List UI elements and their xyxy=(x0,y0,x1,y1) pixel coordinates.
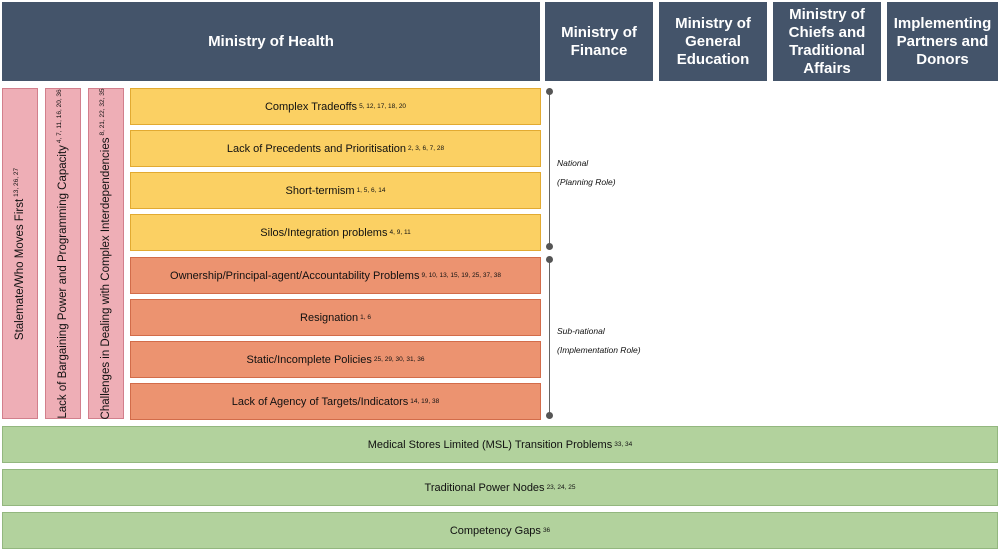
bar-competency-gaps: Competency Gaps 36 xyxy=(2,512,998,549)
box-complex-tradeoffs: Complex Tradeoffs 5, 12, 17, 18, 20 xyxy=(130,88,541,125)
note-subnational: Sub-national xyxy=(557,326,605,336)
citation-refs: 8, 21, 22, 32, 35 xyxy=(99,88,107,136)
header-moge-label: Ministry of General Education xyxy=(675,14,751,68)
national-bracket-dot-top xyxy=(546,88,553,95)
note-subnational-role: (Implementation Role) xyxy=(557,345,641,355)
header-ipd-label: Implementing Partners and Donors xyxy=(893,14,992,68)
vertical-bar-label: Stalemate/Who Moves First$^{13, 26, 27}$ xyxy=(13,167,26,340)
box-static-policies: Static/Incomplete Policies 25, 29, 30, 31, 36 xyxy=(130,341,541,378)
national-bracket-dot-bottom xyxy=(546,243,553,250)
vertical-bar-complex-interdependencies xyxy=(88,88,124,419)
national-bracket-line xyxy=(549,91,550,246)
header-mocta-label: Ministry of Chiefs and Traditional Affairs xyxy=(788,5,866,77)
vertical-bar-stalemate xyxy=(2,88,38,419)
citation-refs: 13, 26, 27 xyxy=(13,167,21,197)
header-implementing-partners xyxy=(887,2,998,81)
header-ministry-of-general-education xyxy=(659,2,767,81)
header-moh-label: Ministry of Health xyxy=(208,32,334,50)
box-ownership-accountability: Ownership/Principal-agent/Accountability Problems 9, 10, 13, 15, 19, 25, 37, 38 xyxy=(130,257,541,294)
subnational-bracket-dot-bottom xyxy=(546,412,553,419)
box-lack-of-agency: Lack of Agency of Targets/Indicators 14, 19, 38 xyxy=(130,383,541,420)
header-ministry-of-chiefs xyxy=(773,2,881,81)
bar-traditional-power-nodes: Traditional Power Nodes 23, 24, 25 xyxy=(2,469,998,506)
note-national-role: (Planning Role) xyxy=(557,177,616,187)
subnational-bracket-dot-top xyxy=(546,256,553,263)
box-resignation: Resignation 1, 6 xyxy=(130,299,541,336)
subnational-bracket-line xyxy=(549,260,550,415)
header-mof-label: Ministry of Finance xyxy=(561,23,637,59)
vertical-bar-label: Challenges in Dealing with Complex Interdependencies$^{8, 21, 22, 32, 35}$ xyxy=(99,88,112,419)
header-ministry-of-health xyxy=(2,2,540,81)
bar-msl-transition: Medical Stores Limited (MSL) Transition Problems 33, 34 xyxy=(2,426,998,463)
note-national: National xyxy=(557,158,589,168)
box-silos-integration: Silos/Integration problems 4, 9, 11 xyxy=(130,214,541,251)
vertical-bar-bargaining-power xyxy=(45,88,81,419)
vertical-bar-label: Lack of Bargaining Power and Programming Capacity$^{4, 7, 11, 16, 20, 36}$ xyxy=(56,88,69,419)
citation-refs: 4, 7, 11, 16, 20, 36 xyxy=(56,88,64,143)
box-short-termism: Short-termism 1, 5, 6, 14 xyxy=(130,172,541,209)
header-ministry-of-finance xyxy=(545,2,653,81)
box-lack-of-precedents: Lack of Precedents and Prioritisation 2, 3, 6, 7, 28 xyxy=(130,130,541,167)
